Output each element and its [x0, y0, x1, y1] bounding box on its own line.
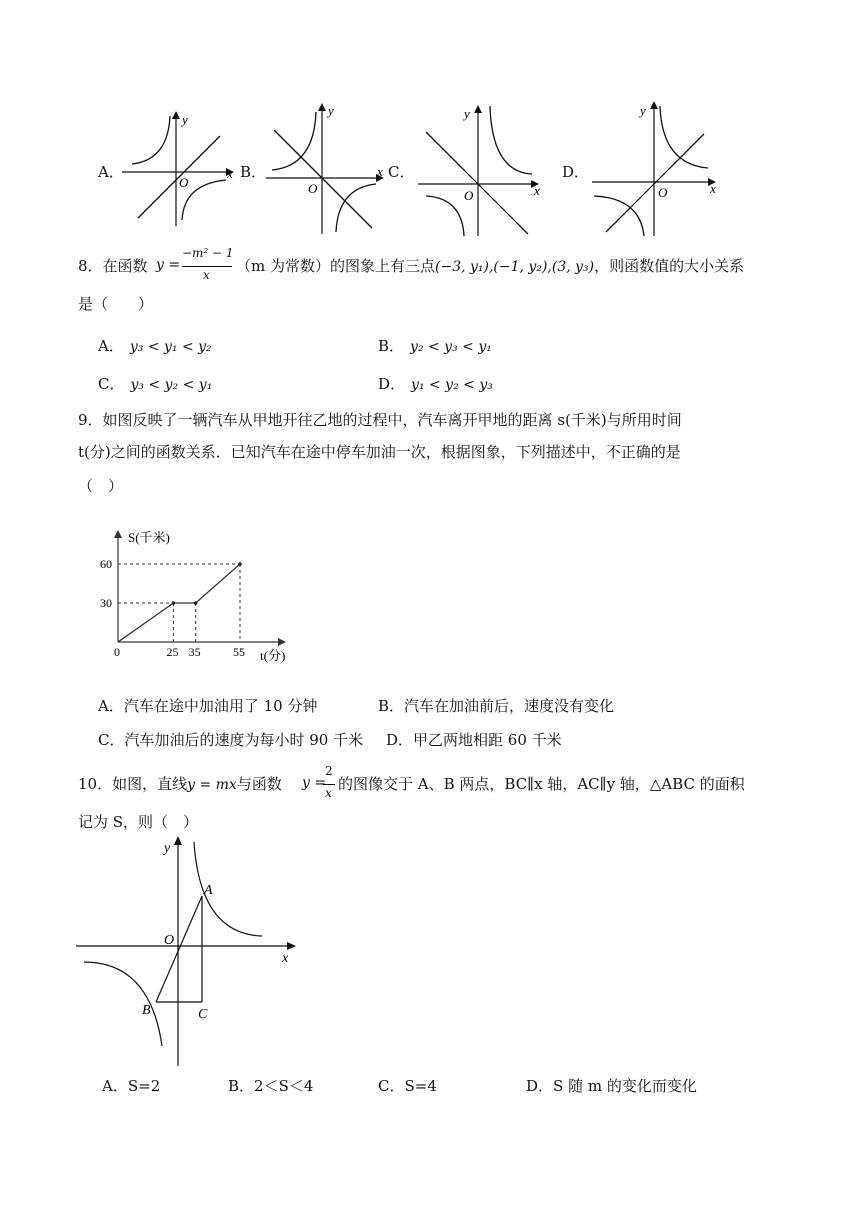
q9-stem-line2: t(分)之间的函数关系．已知汽车在途中停车加油一次，根据图象，下列描述中，不正确的是: [78, 443, 681, 461]
q9-option-d-text: 甲乙两地相距 60 千米: [413, 731, 562, 749]
q9-option-b-text: 汽车在加油前后，速度没有变化: [404, 697, 615, 715]
q10-func-lhs: y =: [302, 775, 327, 791]
q8-option-d-label: D．: [378, 375, 406, 393]
q8-option-c-label: C．: [98, 375, 125, 393]
q8-fraction-bar: [182, 266, 232, 267]
q8-func-numerator: −m² − 1: [182, 246, 234, 260]
q10-fraction-bar: [323, 784, 335, 785]
q9-y-axis-label: S(千米): [128, 530, 170, 545]
q8-suffix: ，则函数值的大小关系: [594, 257, 745, 275]
q8-option-d-expr: y₁ < y₂ < y₃: [411, 377, 493, 393]
q9-tick-labels: [100, 557, 245, 659]
q10-suffix: 的图像交于 A、B 两点，BC∥x 轴，AC∥y 轴，△ABC 的面积: [338, 775, 745, 793]
q8-number: 8．: [78, 257, 103, 275]
q8-option-a-label: A．: [98, 337, 124, 355]
q9-y-tick-label: 30: [100, 596, 112, 610]
q7b-x-label: x: [377, 164, 383, 179]
q9-option-b[interactable]: [378, 696, 614, 716]
q7-graph-a: [122, 108, 244, 228]
q10-option-a-text: S=2: [127, 1077, 161, 1095]
q7c-origin-label: O: [464, 188, 474, 203]
q10-func-denominator: x: [325, 786, 332, 800]
q8-stem-middle: [236, 256, 744, 277]
q9-data-point: [238, 562, 242, 566]
q10-figure: [76, 834, 300, 1068]
q7-option-a-label: A．: [98, 163, 124, 181]
q9-stem-line3: （ ）: [78, 477, 124, 495]
q9-option-a[interactable]: [98, 696, 317, 716]
q10-option-c[interactable]: [378, 1076, 437, 1096]
q10-middle: 与函数: [236, 775, 282, 793]
q8-option-b[interactable]: [378, 336, 492, 357]
q10-option-c-label: C．: [378, 1077, 405, 1095]
q9-y-axis-arrow: [114, 530, 122, 538]
q10-option-b-label: B．: [228, 1077, 255, 1095]
q10-option-b[interactable]: [228, 1076, 313, 1096]
q10-option-d-label: D．: [526, 1077, 554, 1095]
q7a-origin-label: O: [179, 175, 189, 190]
q7b-y-label: y: [328, 103, 334, 118]
q8-stem-line2: 是（ ）: [78, 295, 154, 313]
q9-x-tick-label: 0: [114, 645, 120, 659]
q10-func-numerator: 2: [325, 764, 333, 778]
q10-point-b-label: B: [142, 1003, 151, 1018]
q9-x-axis-arrow: [278, 638, 286, 646]
q8-option-d[interactable]: [378, 374, 493, 395]
q8-option-b-expr: y₂ < y₃ < y₁: [410, 339, 492, 355]
q10-option-a[interactable]: [102, 1076, 160, 1096]
q8-option-b-label: B．: [378, 337, 405, 355]
q7d-origin-label: O: [658, 185, 668, 200]
q7-graph-d: [590, 98, 724, 238]
q10-point-a-label: A: [204, 883, 213, 898]
q10-option-d-text: S 随 m 的变化而变化: [553, 1077, 697, 1095]
q7b-origin-label: O: [308, 181, 318, 196]
q7d-x-label: x: [710, 181, 716, 196]
q7-option-b-label: B．: [240, 163, 267, 181]
q10-option-d[interactable]: [526, 1076, 697, 1096]
q9-option-c-label: C．: [98, 731, 125, 749]
q7c-x-label: x: [534, 183, 540, 198]
q9-option-d-label: D．: [386, 731, 414, 749]
q10-stem-start: [78, 774, 282, 795]
q9-data-point: [194, 601, 198, 605]
q9-option-c-text: 汽车加油后的速度为每小时 90 千米: [124, 731, 364, 749]
q9-x-tick-label: 55: [233, 645, 245, 659]
q8-func-lhs: y =: [156, 257, 181, 273]
q9-option-c[interactable]: [98, 730, 363, 750]
q10-y-label: y: [164, 841, 171, 856]
q7a-y-label: y: [182, 112, 188, 127]
q9-x-tick-label: 35: [188, 645, 201, 659]
q9-data-point: [172, 601, 176, 605]
q7-option-d-label: D．: [562, 163, 590, 181]
q10-x-label: x: [282, 951, 289, 966]
q8-points: (−3, y₁),(−1, y₂),(3, y₃): [435, 259, 595, 275]
q10-number: 10．: [78, 775, 113, 793]
q7c-y-label: y: [464, 106, 470, 121]
q9-option-b-label: B．: [378, 697, 405, 715]
q10-point-c-label: C: [198, 1007, 208, 1022]
q10-line-expr: y = mx: [187, 777, 237, 793]
q8-option-c[interactable]: [98, 374, 212, 395]
q7-option-c-label: C．: [388, 163, 415, 181]
q9-x-axis-label: t(分): [260, 648, 286, 663]
q8-option-a-expr: y₃ < y₁ < y₂: [129, 339, 212, 355]
q8-option-c-expr: y₃ < y₂ < y₁: [130, 377, 213, 393]
q7-graph-c: [418, 102, 548, 238]
q9-x-tick-label: 25: [166, 645, 179, 659]
q9-option-d[interactable]: [386, 730, 562, 750]
q10-option-a-label: A．: [102, 1077, 128, 1095]
q7d-y-label: y: [640, 103, 646, 118]
q10-option-c-text: S=4: [404, 1077, 437, 1095]
q8-prefix: 在函数: [102, 257, 148, 275]
q8-option-a[interactable]: [98, 336, 212, 357]
q10-prefix: 如图，直线: [112, 775, 188, 793]
q10-stem-line2: 记为 S，则（ ）: [78, 813, 199, 831]
q9-stem-line1: 9．如图反映了一辆汽车从甲地开往乙地的过程中，汽车离开甲地的距离 s(千米)与所用时间: [78, 411, 682, 429]
q7-graph-b: [266, 100, 390, 236]
q9-option-a-label: A．: [98, 697, 124, 715]
q9-option-a-text: 汽车在途中加油用了 10 分钟: [123, 697, 318, 715]
q9-distance-time-chart: [100, 526, 300, 666]
q10-origin-label: O: [164, 933, 175, 948]
q8-func-denominator: x: [203, 268, 210, 282]
q7a-x-label: x: [227, 166, 233, 181]
q8-stem-line1: [78, 256, 148, 276]
q9-series: [118, 562, 242, 642]
q10-option-b-text: 2＜S＜4: [254, 1077, 314, 1095]
q8-middle: （m 为常数）的图象上有三点: [236, 257, 435, 275]
q9-y-tick-label: 60: [100, 557, 112, 571]
q9-axes: [114, 530, 286, 646]
